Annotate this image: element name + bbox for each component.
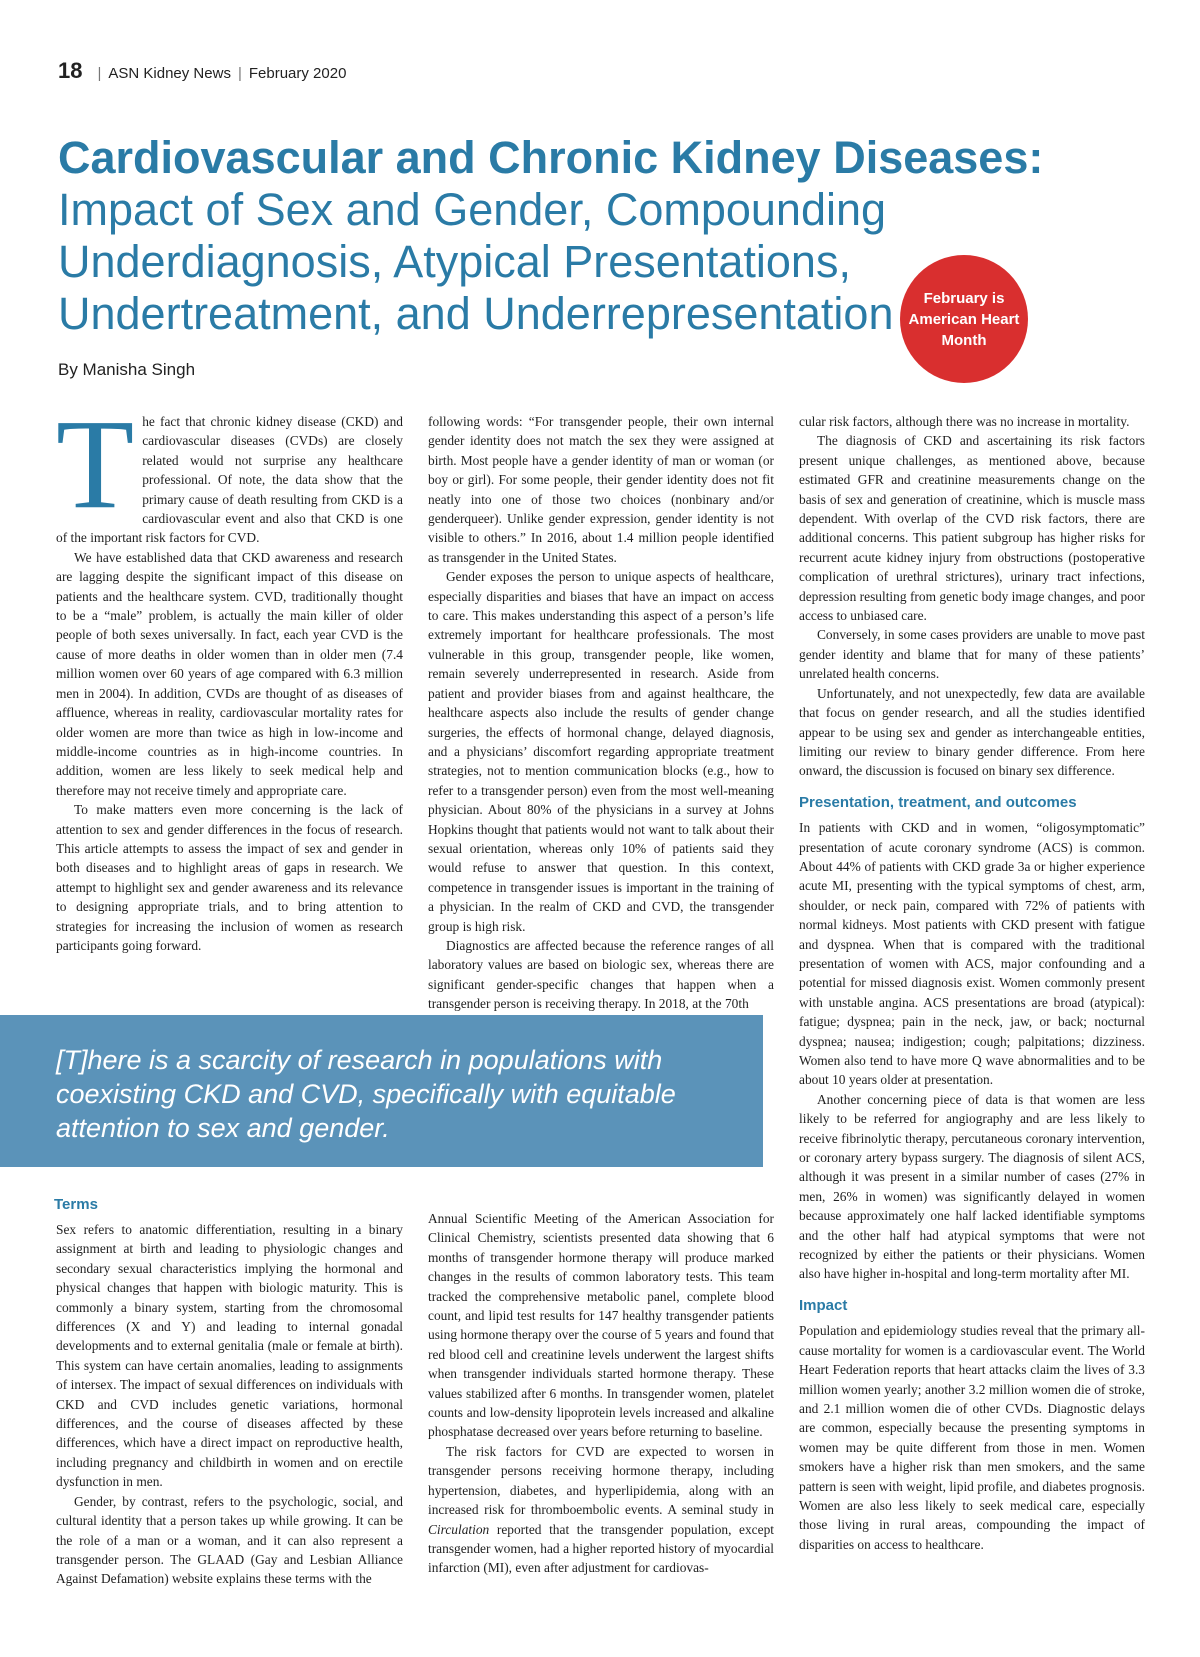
- pull-quote-text: [T]here is a scarcity of research in populations with coexisting CKD and CVD, specifically with equitable attention to sex and gender.: [56, 1045, 676, 1143]
- badge-line-1: February is: [923, 289, 1005, 307]
- journal-name: Circulation: [428, 1521, 490, 1537]
- paragraph: We have established data that CKD awareness and research are lagging despite the significant impact of this disease on patients and the healthcare system. CVD, traditionally thought to be a “male” problem, is actually the main killer of older people of both sexes universally. In fact, each year CVD is the cause of more deaths in older women than in older men (7.4 million women over 60 years of age compared with 6.3 million men in 2004). In addition, CVDs are thought of as diseases of affluence, whereas in reality, cardiovascular mortality rates for older women are more than twice as high in low-income and middle-income countries as in high-income countries. In addition, women are less likely to seek medical help and therefore may not receive timely and appropriate care.: [56, 549, 403, 798]
- badge-line-3: Month: [941, 331, 987, 349]
- column-2-lower: [428, 1209, 774, 1578]
- issue-date: February 2020: [248, 65, 347, 82]
- pull-quote-box: [0, 1015, 763, 1167]
- paragraph: Gender, by contrast, refers to the psychologic, social, and cultural identity that a person takes up while growing. It can be the role of a man or a woman, and it can also represent a transgender person. The GLAAD (Gay and Lesbian Alliance Against Defamation) website explains these terms with the: [56, 1493, 403, 1587]
- section-heading-presentation: Presentation, treatment, and outcomes: [799, 793, 1077, 811]
- paragraph: The diagnosis of CKD and ascertaining its risk factors present unique challenges, as mentioned above, because estimated GFR and creatinine measurements change on the basis of sex and generation of creatinine, which is muscle mass dependent. With overlap of the CVD risk factors, there are additional concerns. This patient subgroup has higher risks for recurrent acute kidney injury from obstructions (postoperative complication of urethral strictures), urinary tract infections, depression resulting from genetic body image changes, and poor access to unbiased care.: [799, 433, 1145, 624]
- title-bold: Cardiovascular and Chronic Kidney Diseases:: [58, 132, 1044, 183]
- paragraph: Diagnostics are affected because the reference ranges of all laboratory values are based on biologic sex, whereas there are significant gender-specific changes that happen when a transgender person is receiving therapy. In 2018, at the 70th: [428, 937, 774, 1012]
- paragraph: cular risk factors, although there was no increase in mortality.: [799, 414, 1130, 429]
- title-light: Impact of Sex and Gender, Compounding Underdiagnosis, Atypical Presentations, Undertreatment, and Underrepresentation: [58, 184, 894, 339]
- byline: By Manisha Singh: [58, 360, 196, 379]
- paragraph: Gender exposes the person to unique aspects of healthcare, especially disparities and biases that have an impact on access to care. This makes understanding this aspect of a person’s life extremely important for healthcare professionals. The most vulnerable in this group, transgender people, like women, remain severely underrepresented in research. Aside from patient and provider biases from and against healthcare, the healthcare aspects also include the results of gender change surgeries, the effects of hormonal change, delayed diagnosis, and a physicians’ discomfort regarding appropriate treatment strategies, not to mention communication blocks (e.g., how to refer to a transgender person) even from the most well-meaning physician. About 80% of the physicians in a survey at Johns Hopkins thought that patients would not want to talk about their sexual orientation, whereas only 10% of patients said they would refuse to answer that question. In this context, competence in transgender issues is important in the training of a physician. In the realm of CKD and CVD, the transgender group is high risk.: [428, 569, 774, 934]
- page-header: 18 | ASN Kidney News | February 2020: [58, 58, 347, 83]
- page-number: 18: [58, 58, 83, 83]
- paragraph: following words: “For transgender people, their own internal gender identity does not match the sex they were assigned at birth. Most people have a gender identity of man or woman (or boy or girl). For some people, their gender identity does not fit neatly into one of those two choices (nonbinary and/or genderqueer). Unlike gender expression, gender identity is not visible to others.” In 2016, about 1.4 million people identified as transgender in the United States.: [428, 414, 774, 565]
- paragraph: In patients with CKD and in women, “oligosymptomatic” presentation of acute coronary syndrome (ACS) is common. About 44% of patients with CKD grade 3a or higher experience acute MI, presenting with the typical symptoms of chest, arm, shoulder, or neck pain, compared with 72% of patients with normal kidneys. Most patients with CKD present with fatigue and dyspnea. When that is compared with the traditional presentation of women with ACS, major confounding and a potential for missed diagnosis exist. Women commonly present with unstable angina. ACS presentations are broad (atypical): fatigue; dyspnea; pain in the neck, jaw, or back; nocturnal dyspnea; nausea; indigestion; cough; palpitations; dizziness. Women also tend to have more Q wave abnormalities and to be about 10 years older at presentation.: [799, 820, 1145, 1088]
- paragraph: The fact that chronic kidney disease (CKD) and cardiovascular diseases (CVDs) are closely related would not surprise any healthcare professional. Of note, the data show that the primary cause of death resulting from CKD is a cardiovascular event and also that CKD is one of the important risk factors for CVD.: [56, 393, 403, 546]
- heart-month-badge: [900, 255, 1028, 383]
- paragraph: Annual Scientific Meeting of the American Association for Clinical Chemistry, scientists presented data showing that 6 months of transgender hormone therapy will produce marked changes in the results of common laboratory tests. This team tracked the comprehensive metabolic panel, complete blood count, and lipid test results for 147 healthy transgender patients using hormone therapy over the course of 5 years and found that red blood cell and creatinine levels underwent the largest shifts when transgender individuals started hormone therapy. These values stabilized after 6 months. In transgender women, platelet counts and low-density lipoprotein levels increased and alkaline phosphatase decreased over years before returning to baseline.: [428, 1211, 774, 1440]
- terms-column: [56, 1220, 403, 1589]
- publication-name: ASN Kidney News: [108, 65, 231, 82]
- section-heading-impact: Impact: [799, 1296, 848, 1314]
- paragraph: Population and epidemiology studies reveal that the primary all-cause mortality for women is a cardiovascular event. The World Heart Federation reports that heart attacks claim the lives of 3.3 million women yearly; another 3.2 million women die of stroke, and 2.1 million women die of other CVDs. Diagnostic delays are common, especially because the presenting symptoms in women may be quite different from those in men. Women smokers have a higher risk than men smokers, and the same pattern is seen with weight, lipid profile, and diabetes prognosis. Women are also less likely to seek medical care, especially those living in rural areas, compounding the impact of disparities on access to healthcare.: [799, 1323, 1145, 1552]
- badge-line-2: American Heart: [908, 310, 1020, 328]
- column-3: [799, 412, 1145, 1554]
- paragraph: Conversely, in some cases providers are unable to move past gender identity and blame that for many of these patients’ unrelated health concerns.: [799, 627, 1145, 682]
- paragraph: Sex refers to anatomic differentiation, resulting in a binary assignment at birth and leading to physiologic changes and secondary sexual characteristics implying the hormonal and physical changes that happen with biologic maturity. This is commonly a binary system, starting from the chromosomal differences (X and Y) and leading to internal gonadal developments and to external genitalia (male or female at birth). This system can have certain anomalies, leading to assignments of intersex. The impact of sexual differences on individuals with CKD and CVD includes genetic variations, hormonal differences, and the course of diseases affected by these differences, which have a direct impact on reproductive health, including pregnancy and childbirth in women and on erectile dysfunction in men.: [56, 1222, 403, 1490]
- column-2: [428, 412, 774, 1014]
- paragraph: Unfortunately, and not unexpectedly, few data are available that focus on gender research, and all the studies identified appear to be using sex and gender as interchangeable entities, limiting our review to binary gender difference. From here onward, the discussion is focused on binary sex difference.: [799, 685, 1145, 779]
- paragraph: Another concerning piece of data is that women are less likely to be referred for angiography and are less likely to receive fibrinolytic therapy, percutaneous coronary intervention, or coronary artery bypass surgery. The diagnosis of silent ACS, although it was present in a similar number of cases (27% in men, 26% in women) was significantly delayed in women because approximately one half lacked identifiable symptoms and the other half had atypical symptoms that were not recognized by either the patients or their physicians. Women also have higher in-hospital and long-term mortality after MI.: [799, 1091, 1145, 1282]
- paragraph: The risk factors for CVD are expected to worsen in transgender persons receiving hormone therapy, including hypertension, diabetes, and hyperlipidemia, along with an increased risk for thromboembolic events. A seminal study in Circulation reported that the transgender population, except transgender women, had a higher reported history of myocardial infarction (MI), even after adjustment for cardiovas-: [428, 1443, 774, 1576]
- terms-heading: Terms: [54, 1196, 98, 1213]
- drop-cap: T: [56, 393, 135, 535]
- paragraph: To make matters even more concerning is the lack of attention to sex and gender differences in the focus of research. This article attempts to assess the impact of sex and gender in both diseases and to highlight areas of gaps in research. We attempt to highlight sex and gender awareness and its relevance to designing appropriate trials, and to bring attention to strategies for increasing the inclusion of women as research participants going forward.: [56, 802, 403, 953]
- column-1: [56, 393, 403, 955]
